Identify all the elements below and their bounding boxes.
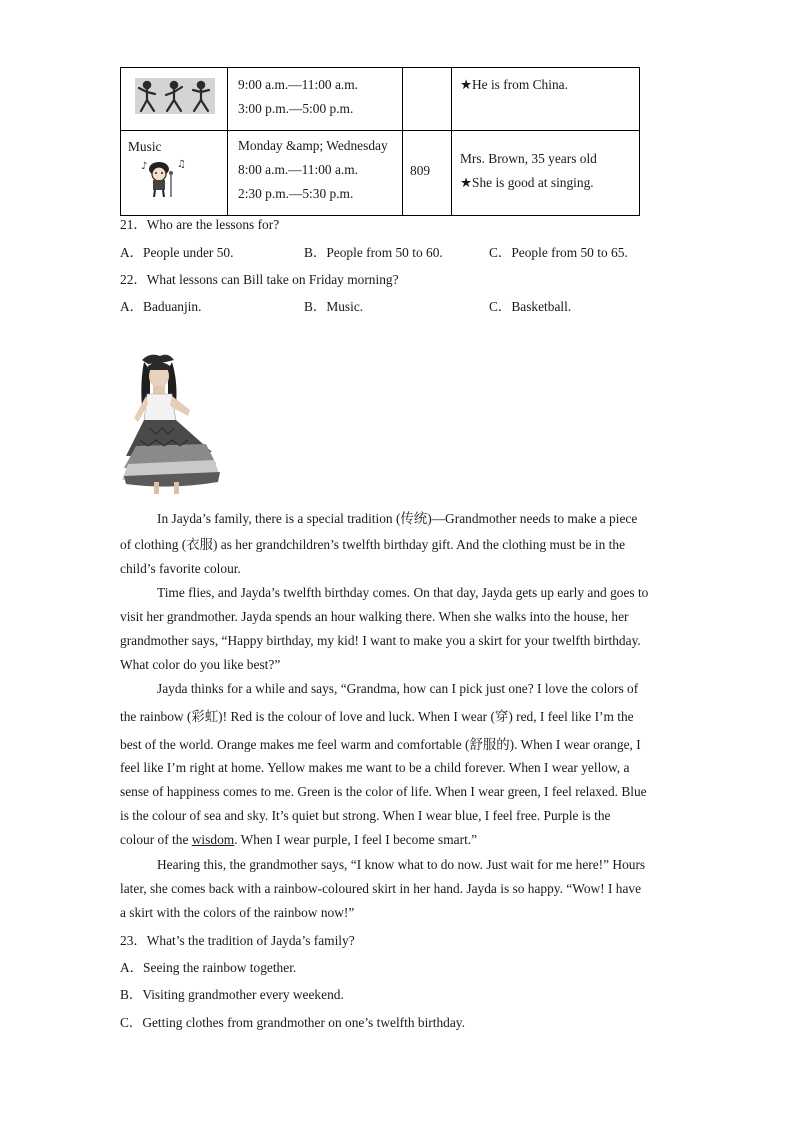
passage-line: later, she comes back with a rainbow-coloured skirt in her hand. Jayda is so happy. “Wow! I have [120, 881, 642, 896]
passage-line: child’s favorite colour. [120, 561, 241, 576]
question-23-option-a[interactable]: A．Seeing the rainbow together. [120, 960, 297, 975]
passage-line: is the colour of sea and sky. It’s quiet but strong. When I wear blue, I feel free. Purple is the [120, 808, 611, 823]
question-23-stem: 23．What’s the tradition of Jayda’s family? [120, 933, 355, 948]
question-21-stem: 21．Who are the lessons for? [120, 217, 280, 232]
question-22-stem: 22．What lessons can Bill take on Friday morning? [120, 272, 399, 287]
question-21-option-c[interactable]: C．People from 50 to 65. [489, 245, 628, 260]
passage-line: best of the world. Orange makes me feel warm and comfortable (舒服的). When I wear orange, I [120, 737, 641, 752]
baduanjin-exercise-illustration [121, 68, 223, 126]
passage-line: feel like I’m right at home. Yellow makes me want to be a child forever. When I wear yellow, a [120, 760, 630, 775]
teacher-info: Mrs. Brown, 35 years old [460, 151, 597, 166]
row2-room-cell [403, 131, 452, 216]
question-22-option-b[interactable]: B．Music. [304, 299, 364, 314]
time-line: 2:30 p.m.—5:30 p.m. [238, 186, 354, 201]
row2-time-cell [228, 131, 403, 216]
time-line: 3:00 p.m.—5:00 p.m. [238, 101, 354, 116]
row1-room-cell [403, 68, 452, 131]
passage-line: the rainbow (彩虹)! Red is the colour of love and luck. When I wear (穿) red, I feel like I’m the [120, 709, 634, 724]
question-23-option-b[interactable]: B．Visiting grandmother every weekend. [120, 987, 344, 1002]
teacher-note: ★She is good at singing. [460, 175, 594, 190]
passage-line: Time flies, and Jayda’s twelfth birthday comes. On that day, Jayda gets up early and goes to [157, 585, 649, 600]
schedule-table [120, 67, 640, 216]
question-22-option-c[interactable]: C．Basketball. [489, 299, 572, 314]
passage-line: visit her grandmother. Jayda spends an hour walking there. When she walks into the house, her [120, 609, 629, 624]
singer-illustration [127, 159, 227, 199]
teacher-note: ★He is from China. [460, 77, 568, 92]
passage-line: grandmother says, “Happy birthday, my kid! I want to make you a skirt for your twelfth birthday. [120, 633, 641, 648]
question-21-option-b[interactable]: B．People from 50 to 60. [304, 245, 443, 260]
passage-line: sense of happiness comes to me. Green is the color of life. When I wear green, I feel relaxed. Blue [120, 784, 647, 799]
subject-label: Music [128, 139, 162, 154]
girl-in-skirt-photo [120, 352, 224, 496]
passage-line: What color do you like best?” [120, 657, 281, 672]
passage-line: of clothing (衣服) as her grandchildren’s twelfth birthday gift. And the clothing must be in the [120, 537, 626, 552]
baduanjin-cell [121, 68, 228, 131]
row2-teacher-cell [452, 131, 640, 216]
row1-teacher-cell [452, 68, 640, 131]
time-line: 9:00 a.m.—11:00 a.m. [238, 77, 359, 92]
passage-line: a skirt with the colors of the rainbow now!” [120, 905, 355, 920]
question-21-option-a[interactable]: A．People under 50. [120, 245, 234, 260]
passage-text: . When I wear purple, I feel I become smart.” [234, 832, 478, 847]
music-note-icon: ♫ [177, 159, 186, 170]
passage-line: Jayda thinks for a while and says, “Grandma, how can I pick just one? I love the colors of [157, 681, 639, 696]
passage-line: Hearing this, the grandmother says, “I know what to do now. Just wait for me here!” Hours [157, 857, 646, 872]
passage-line-last [120, 832, 477, 848]
table-row [121, 68, 640, 131]
table-row [121, 131, 640, 216]
music-cell [121, 131, 228, 216]
passage-line: In Jayda’s family, there is a special tradition (传统)—Grandmother needs to make a piece [157, 511, 638, 526]
underlined-word-wisdom: wisdom [191, 832, 235, 847]
passage-text: colour of the [120, 832, 192, 847]
question-22-option-a[interactable]: A．Baduanjin. [120, 299, 202, 314]
room-number: 809 [410, 163, 431, 178]
time-line: 8:00 a.m.—11:00 a.m. [238, 162, 359, 177]
day-line: Monday &amp; Wednesday [238, 138, 388, 153]
question-23-option-c[interactable]: C．Getting clothes from grandmother on one’s twelfth birthday. [120, 1015, 465, 1030]
row1-time-cell [228, 68, 403, 131]
room-number [403, 68, 451, 73]
music-note-icon: ♪ [141, 161, 148, 172]
